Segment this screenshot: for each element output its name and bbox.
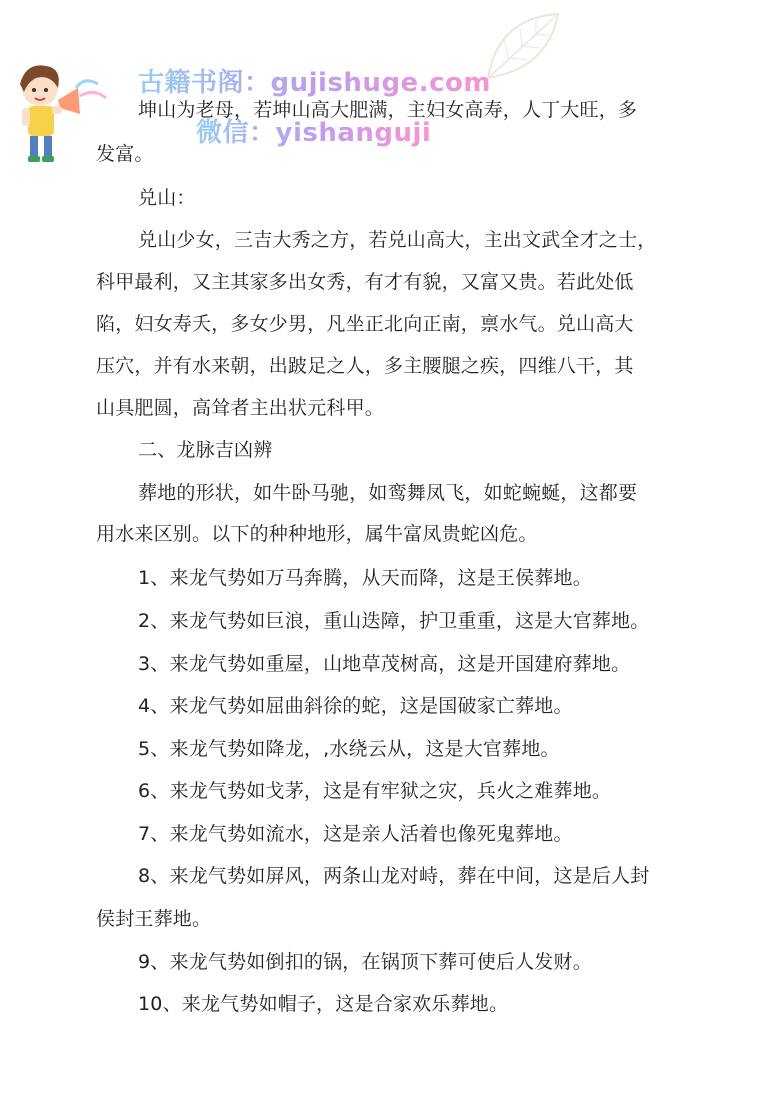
watermark-site: 古籍书阁：gujishuge.com: [138, 62, 491, 99]
paragraph-line: 葬地的形状，如牛卧马驰，如鸾舞凤飞，如蛇蜿蜒，这都要: [138, 482, 638, 504]
list-item: 1、来龙气势如万马奔腾，从天而降，这是王侯葬地。: [138, 567, 592, 589]
paragraph-line: 科甲最利，又主其家多出女秀，有才有貌，又富又贵。若此处低: [96, 271, 634, 293]
list-item: 7、来龙气势如流水，这是亲人活着也像死鬼葬地。: [138, 823, 573, 845]
list-item-continuation: 侯封王葬地。: [96, 908, 212, 930]
list-item: 4、来龙气势如屈曲斜徐的蛇，这是国破家亡葬地。: [138, 695, 573, 717]
list-item: 6、来龙气势如戈茅，这是有牢狱之灾，兵火之难葬地。: [138, 780, 612, 802]
watermark-wechat: 微信：yishanguji: [196, 112, 431, 149]
paragraph-line: 压穴，并有水来朝，出跛足之人，多主腰腿之疾，四维八干，其: [96, 355, 634, 377]
paragraph-line: 山具肥圆，高耸者主出状元科甲。: [96, 397, 385, 419]
list-item: 9、来龙气势如倒扣的锅，在锅顶下葬可使后人发财。: [138, 951, 592, 973]
list-item: 10、来龙气势如帽子，这是合家欢乐葬地。: [138, 993, 509, 1015]
list-item: 5、来龙气势如降龙，,水绕云从，这是大官葬地。: [138, 738, 560, 760]
list-item: 3、来龙气势如重屋，山地草茂树高，这是开国建府葬地。: [138, 653, 631, 675]
paragraph-line: 兑山少女，三吉大秀之方，若兑山高大，主出文武全才之士，: [138, 229, 657, 251]
leaf-decoration-icon: [478, 8, 568, 88]
section-heading: 二、龙脉吉凶辨: [138, 439, 273, 461]
list-item: 2、来龙气势如巨浪，重山迭障，护卫重重，这是大官葬地。: [138, 610, 650, 632]
paragraph-line: 用水来区别。以下的种种地形，属牛富凤贵蛇凶危。: [96, 523, 538, 545]
paragraph-line: 发富。: [96, 143, 154, 165]
section-heading: 兑山：: [138, 187, 196, 209]
list-item: 8、来龙气势如屏风，两条山龙对峙，葬在中间，这是后人封: [138, 865, 650, 887]
paragraph-line: 坤山为老母，若坤山高大肥满，主妇女高寿，人丁大旺，多: [138, 99, 638, 121]
paragraph-line: 陷，妇女寿夭，多女少男，凡坐正北向正南，禀水气。兑山高大: [96, 313, 634, 335]
